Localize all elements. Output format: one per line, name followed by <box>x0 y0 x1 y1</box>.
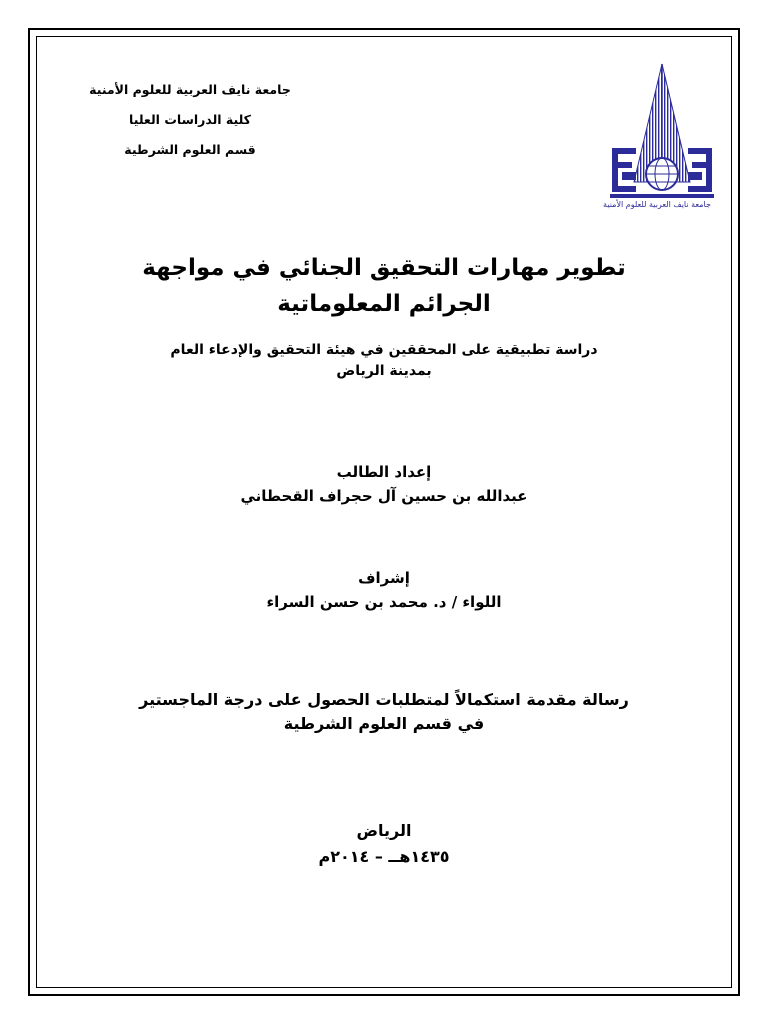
university-name: جامعة نايف العربية للعلوم الأمنية <box>89 82 291 97</box>
thesis-statement <box>60 688 708 736</box>
department-name: قسم العلوم الشرطية <box>124 142 256 157</box>
supervisor-label: إشراف <box>358 569 410 587</box>
author-label: إعداد الطالب <box>336 463 432 481</box>
city: الرياض <box>356 821 412 840</box>
subtitle-line-2: بمدينة الرياض <box>336 363 432 379</box>
university-logo <box>592 62 722 222</box>
university-logo-icon <box>592 62 722 222</box>
title-line-1: تطوير مهارات التحقيق الجنائي في مواجهة <box>142 255 626 281</box>
logo-caption: جامعة نايف العربية للعلوم الأمنية <box>603 200 711 209</box>
author-block <box>60 460 708 508</box>
thesis-title <box>60 250 708 322</box>
study-subtitle <box>60 340 708 382</box>
thesis-line-1: رسالة مقدمة استكمالاً لمتطلبات الحصول على درجة الماجستير <box>139 690 629 709</box>
supervisor-block <box>60 566 708 614</box>
subtitle-line-1: دراسة تطبيقية على المحققين في هيئة التحقيق والإدعاء العام <box>170 342 598 358</box>
title-line-2: الجرائم المعلوماتية <box>277 291 491 317</box>
college-name: كلية الدراسات العليا <box>129 112 251 127</box>
year: ١٤٣٥هــ – ٢٠١٤م <box>318 847 450 866</box>
place-date-block <box>60 818 708 870</box>
thesis-line-2: في قسم العلوم الشرطية <box>283 714 485 733</box>
supervisor-name: اللواء / د. محمد بن حسن السراء <box>266 593 502 611</box>
author-name: عبدالله بن حسين آل حجراف القحطاني <box>240 487 528 505</box>
